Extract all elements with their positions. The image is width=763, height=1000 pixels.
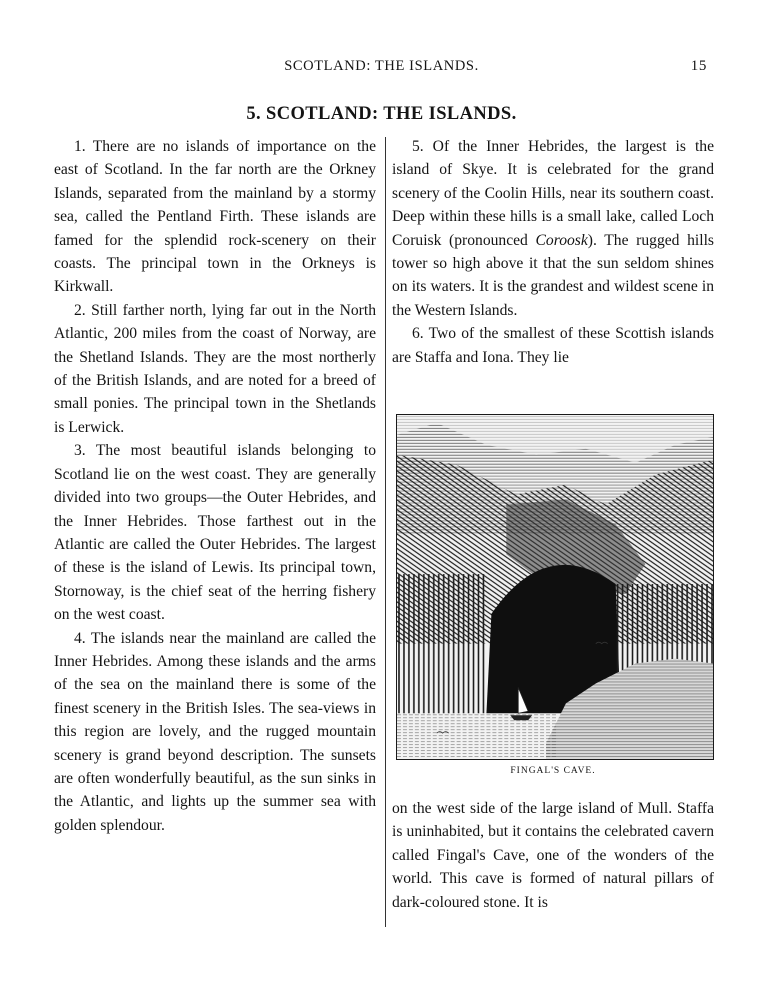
figure-caption: FINGAL'S CAVE. bbox=[510, 766, 596, 776]
paragraph-5-text-b: ). The rugged hills tower so high above it that the sun seldom shines on its waters. It is the grandest and wildest scene in the Western Islands. bbox=[392, 231, 714, 319]
running-head bbox=[0, 58, 763, 80]
paragraph-5 bbox=[392, 135, 714, 322]
paragraph-2: 2. Still farther north, lying far out in the North Atlantic, 200 miles from the coast of Norway, are the Shetland Islands. They are the most northerly of the British Islands, and are noted for a breed of small ponies. The principal town in the Shetlands is Lerwick. bbox=[54, 301, 376, 436]
paragraph-3: 3. The most beautiful islands belonging to Scotland lie on the west coast. They are generally divided into two groups—the Outer Hebrides, and the Inner Hebrides. Those farthest out in the Atlantic are called the Outer Hebrides. The largest of these is the island of Lewis. Its principal town, Stornoway, is the chief seat of the herring fishery on the west coast. bbox=[54, 442, 376, 624]
paragraph-4: 4. The islands near the mainland are called the Inner Hebrides. Among these islands and the arms of the sea on the mainland there is some of the finest scenery in the British Isles. The sea-views in this region are lovely, and the rugged mountain scenery is grand beyond description. The sunsets are often wonderfully beautiful, as the sun sinks in the Atlantic, and lights up the summer sea with golden splendour. bbox=[54, 629, 376, 834]
section-heading: 5. SCOTLAND: THE ISLANDS. bbox=[246, 104, 517, 124]
page-number: 15 bbox=[690, 58, 707, 74]
paragraph-6-continued: on the west side of the large island of Mull. Staffa is uninhabited, but it contains the celebrated cavern called Fingal's Cave, one of the wonders of the world. This cave is formed of natural pillars of dark-coloured stone. It is bbox=[392, 800, 714, 911]
running-title: SCOTLAND: THE ISLANDS. bbox=[284, 58, 479, 74]
paragraph-6-start: 6. Two of the smallest of these Scottish islands are Staffa and Iona. They lie bbox=[392, 325, 714, 366]
fingals-cave-engraving bbox=[396, 414, 714, 760]
pronunciation-italic: Coroosk bbox=[535, 231, 588, 249]
cave-illustration bbox=[397, 415, 713, 759]
paragraph-5-text-a: 5. Of the Inner Hebrides, the largest is the island of Skye. It is celebrated for the grand scenery of the Coolin Hills, near its southern coast. Deep within these hills is a small lake, called Loch Coruisk (pronounced bbox=[392, 138, 714, 249]
column-rule bbox=[385, 137, 386, 927]
right-column-bottom bbox=[392, 797, 714, 914]
left-column bbox=[54, 135, 376, 837]
paragraph-1: 1. There are no islands of importance on the east of Scotland. In the far north are the Orkney Islands, separated from the mainland by a stormy sea, called the Pentland Firth. These islands are famed for the splendid rock-scenery on their coasts. The principal town in the Orkneys is Kirkwall. bbox=[54, 138, 376, 296]
right-column-top bbox=[392, 135, 714, 369]
